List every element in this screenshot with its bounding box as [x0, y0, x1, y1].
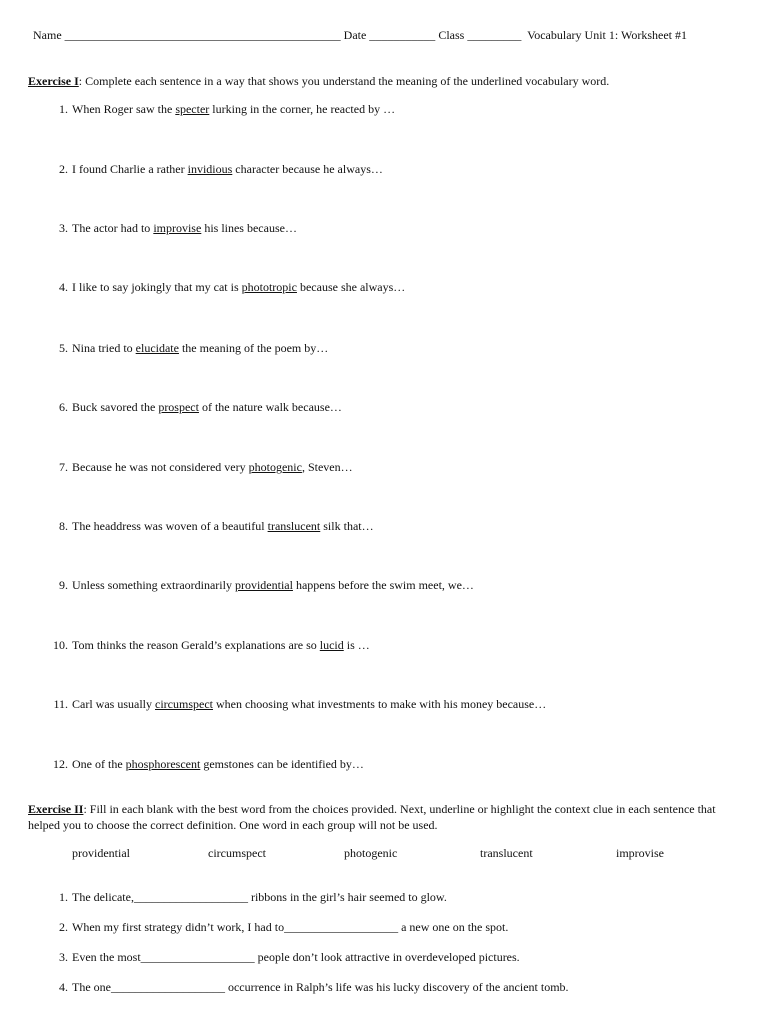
- item-number: 2.: [59, 162, 68, 176]
- word-bank-choice: improvise: [616, 846, 664, 860]
- exercise2-item: [47, 920, 508, 935]
- exercise1-item: [47, 102, 395, 117]
- item-text: Nina tried to: [72, 341, 136, 355]
- item-text: Unless something extraordinarily: [72, 578, 235, 592]
- exercise1-item: [47, 519, 374, 534]
- item-text: One of the: [72, 757, 126, 771]
- item-number: 7.: [59, 460, 68, 474]
- exercise2-instructions-text: : Fill in each blank with the best word from the choices provided. Next, underline or highlight the context clue in each sentence that helped you to choose the correct definition. One word in each group will not be used.: [28, 802, 716, 832]
- item-number: 12.: [53, 757, 68, 771]
- item-text: character because he always…: [232, 162, 383, 176]
- item-text: I like to say jokingly that my cat is: [72, 280, 242, 294]
- item-text: The headdress was woven of a beautiful: [72, 519, 268, 533]
- item-number: 4.: [59, 980, 68, 994]
- exercise1-item: [47, 280, 405, 295]
- item-text: his lines because…: [201, 221, 297, 235]
- item-number: 2.: [59, 920, 68, 934]
- item-text: I found Charlie a rather: [72, 162, 188, 176]
- item-number: 1.: [59, 890, 68, 904]
- item-text: because she always…: [296, 280, 406, 294]
- exercise2-item: [47, 950, 520, 965]
- vocab-word: translucent: [267, 519, 321, 533]
- vocab-word: phototropic: [241, 280, 297, 294]
- item-number: 6.: [59, 400, 68, 414]
- vocab-word: specter: [175, 102, 210, 116]
- exercise1-title: Exercise I: [28, 74, 79, 88]
- item-number: 3.: [59, 221, 68, 235]
- item-text: Even the most___________________ people don’t look attractive in overdeveloped pictures.: [72, 950, 520, 964]
- exercise2-title: Exercise II: [28, 802, 84, 816]
- item-text: The actor had to: [72, 221, 154, 235]
- item-text: Buck savored the: [72, 400, 159, 414]
- item-text: of the nature walk because…: [198, 400, 342, 414]
- item-text: The one___________________ occurrence in Ralph’s life was his lucky discovery of the ancient tomb.: [72, 980, 569, 994]
- item-number: 9.: [59, 578, 68, 592]
- item-number: 3.: [59, 950, 68, 964]
- vocab-word: lucid: [319, 638, 344, 652]
- item-text: silk that…: [320, 519, 374, 533]
- exercise1-item: [47, 697, 546, 712]
- word-bank-choice: circumspect: [208, 846, 266, 860]
- item-text: gemstones can be identified by…: [200, 757, 364, 771]
- item-number: 5.: [59, 341, 68, 355]
- exercise1-instructions: [28, 73, 609, 89]
- item-number: 4.: [59, 280, 68, 294]
- item-text: when choosing what investments to make with his money because…: [212, 697, 547, 711]
- exercise1-item: [47, 341, 328, 356]
- item-text: happens before the swim meet, we…: [292, 578, 474, 592]
- worksheet-title: Vocabulary Unit 1: Worksheet #1: [527, 28, 688, 42]
- name-label: Name ______________________________________________: [33, 28, 344, 42]
- vocab-word: phosphorescent: [125, 757, 201, 771]
- item-number: 10.: [53, 638, 68, 652]
- vocab-word: photogenic: [248, 460, 302, 474]
- exercise1-instructions-text: : Complete each sentence in a way that shows you understand the meaning of the underlined vocabulary word.: [78, 74, 610, 88]
- exercise1-item: [47, 638, 370, 653]
- word-bank-choice: photogenic: [344, 846, 398, 860]
- word-bank-choice: translucent: [480, 846, 533, 860]
- item-number: 1.: [59, 102, 68, 116]
- vocab-word: elucidate: [135, 341, 179, 355]
- item-text: is …: [343, 638, 370, 652]
- date-label: Date ___________: [343, 28, 439, 42]
- item-number: 8.: [59, 519, 68, 533]
- exercise2-item: [47, 980, 569, 995]
- item-text: Tom thinks the reason Gerald’s explanations are so: [72, 638, 320, 652]
- item-text: Because he was not considered very: [72, 460, 249, 474]
- item-text: When my first strategy didn’t work, I had to___________________ a new one on the spot.: [72, 920, 509, 934]
- item-text: Carl was usually: [72, 697, 155, 711]
- worksheet-header: [33, 28, 687, 43]
- exercise1-item: [47, 162, 383, 177]
- exercise1-item: [47, 400, 342, 415]
- item-text: the meaning of the poem by…: [178, 341, 329, 355]
- exercise1-item: [47, 757, 364, 772]
- item-text: lurking in the corner, he reacted by …: [209, 102, 396, 116]
- exercise1-item: [47, 460, 353, 475]
- item-text: The delicate,___________________ ribbons in the girl’s hair seemed to glow.: [72, 890, 447, 904]
- item-text: When Roger saw the: [72, 102, 176, 116]
- exercise2-instructions: [28, 801, 733, 833]
- exercise1-item: [47, 221, 297, 236]
- class-label: Class _________: [438, 28, 528, 42]
- exercise2-item: [47, 890, 447, 905]
- vocab-word: improvise: [153, 221, 202, 235]
- item-number: 11.: [53, 697, 68, 711]
- vocab-word: circumspect: [155, 697, 213, 711]
- item-text: , Steven…: [301, 460, 353, 474]
- exercise1-item: [47, 578, 474, 593]
- vocab-word: invidious: [187, 162, 233, 176]
- vocab-word: prospect: [158, 400, 199, 414]
- word-bank-choice: providential: [72, 846, 130, 860]
- vocab-word: providential: [234, 578, 293, 592]
